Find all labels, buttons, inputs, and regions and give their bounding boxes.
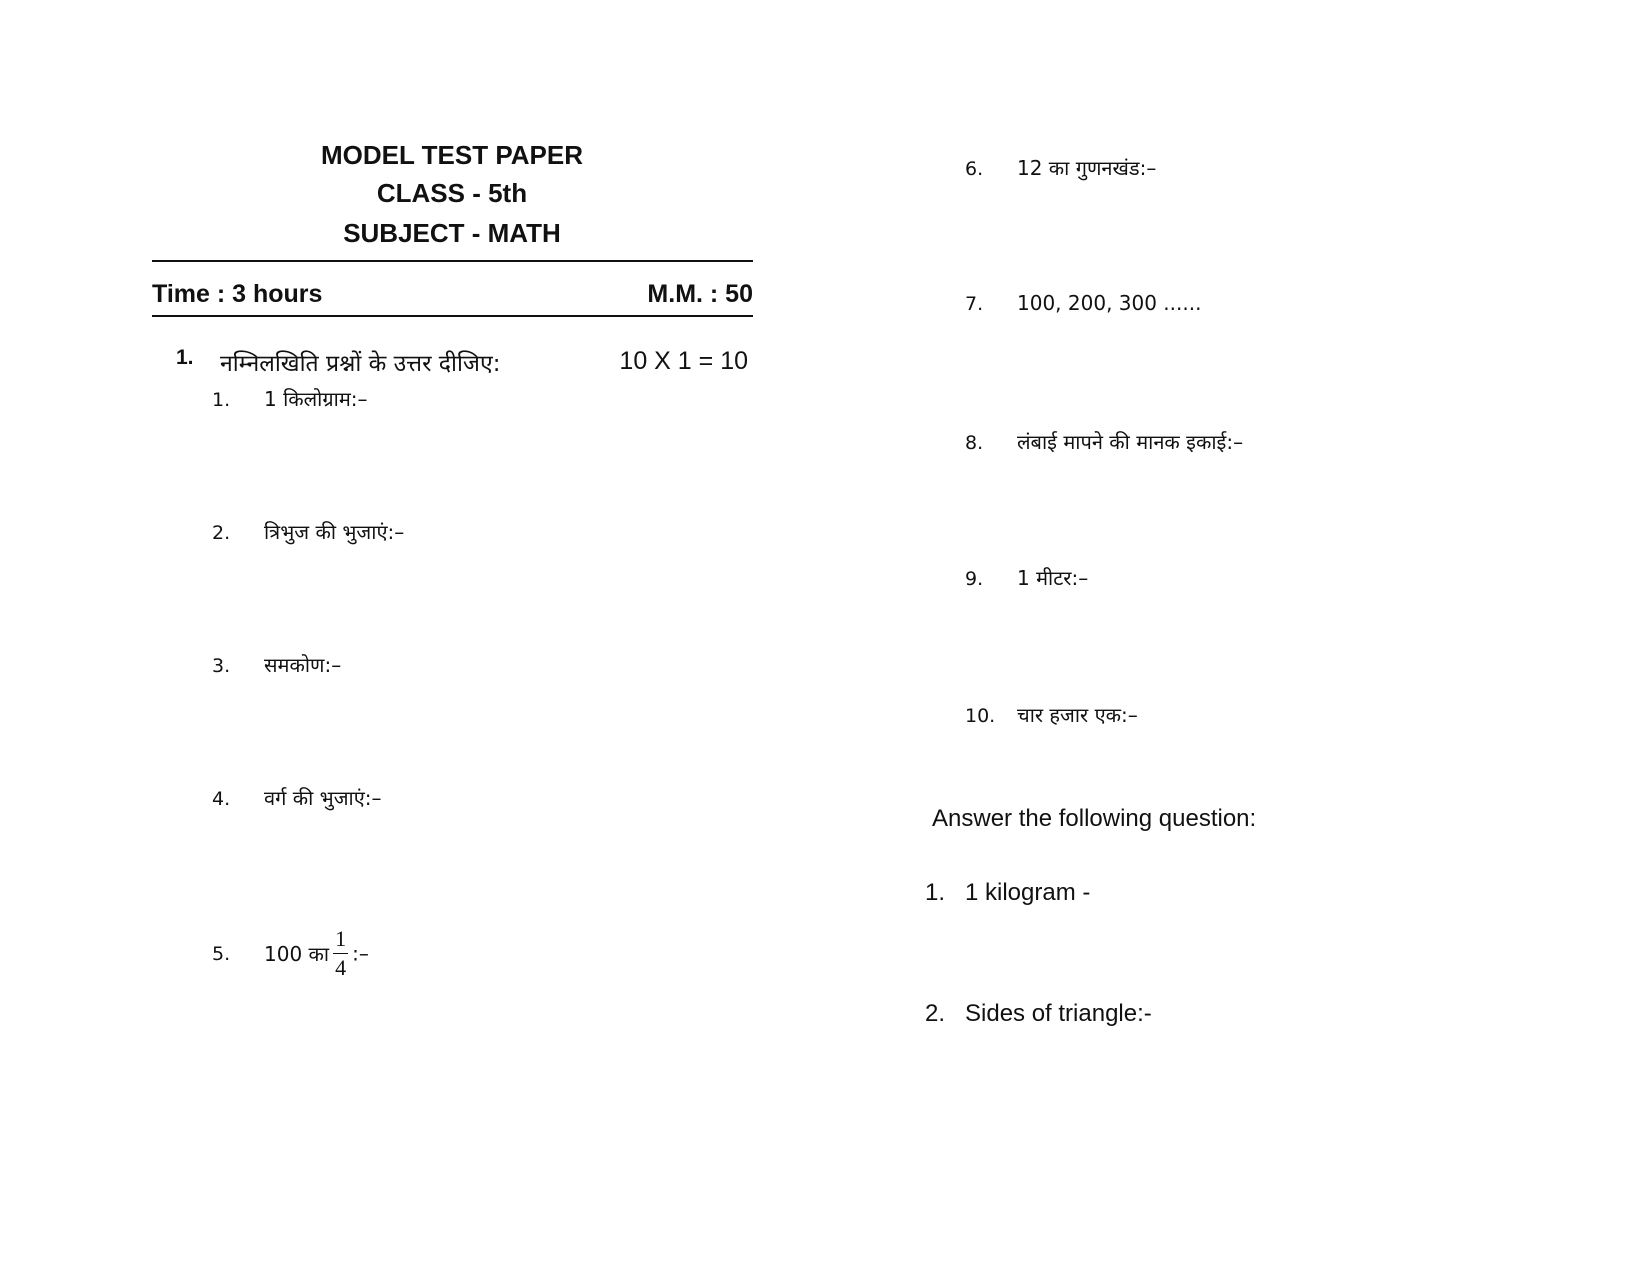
question-text: 1 मीटर:– [1017,566,1089,590]
question-number: 10. [965,705,996,727]
english-item-text: 1 kilogram - [965,879,1091,906]
question-text: चार हजार एक:– [1017,703,1138,727]
english-item [925,1000,1152,1028]
question-text: त्रिभुज की भुजाएं:– [264,520,405,544]
question-number: 8. [965,432,984,454]
english-item-text: Sides of triangle:- [965,1000,1152,1027]
question-suffix: :– [352,941,369,966]
paper-title: MODEL TEST PAPER [321,140,583,170]
section-number: 1. [176,346,194,369]
fraction-denominator: 4 [335,955,347,980]
question-number: 7. [965,293,984,315]
english-item-number: 1. [925,879,946,906]
section-marks: 10 X 1 = 10 [619,347,748,375]
section-instruction: नम्निलखिति प्रश्नों के उत्तर दीजिए: [220,351,501,377]
header-top-rule [152,260,753,262]
question-item [212,651,341,678]
question-number: 6. [965,158,984,180]
question-number: 5. [212,942,231,965]
question-text: लंबाई मापने की मानक इकाई:– [1017,430,1244,454]
question-number: 3. [212,655,231,677]
question-text: 1 किलोग्राम:– [264,387,368,411]
question-text: वर्ग की भुजाएं:– [264,786,382,810]
class-label: CLASS - 5th [376,178,528,208]
question-item [965,154,1156,181]
fraction-numerator: 1 [335,926,347,951]
question-text: 12 का गुणनखंड:– [1017,156,1157,180]
question-item [965,701,1138,728]
english-item-number: 2. [925,1000,946,1027]
question-number: 4. [212,788,231,810]
question-item [212,928,369,979]
question-text: 100, 200, 300 ...... [1017,291,1202,315]
question-text: समकोण:– [264,653,342,677]
subject-label: SUBJECT - MATH [343,218,561,248]
max-marks-label: M.M. : 50 [647,280,753,308]
header-bottom-rule [152,315,753,317]
question-number: 1. [212,389,231,411]
question-item [212,385,368,412]
question-item [212,518,404,545]
question-number: 9. [965,568,984,590]
english-item [925,879,1090,907]
question-text: 100 का [264,942,330,966]
question-item [212,784,382,811]
fraction [333,928,348,979]
time-label: Time : 3 hours [152,280,323,308]
question-number: 2. [212,522,231,544]
question-item [965,291,1201,315]
question-item [965,564,1088,591]
english-heading: Answer the following question: [932,805,1257,832]
question-item [965,428,1243,455]
